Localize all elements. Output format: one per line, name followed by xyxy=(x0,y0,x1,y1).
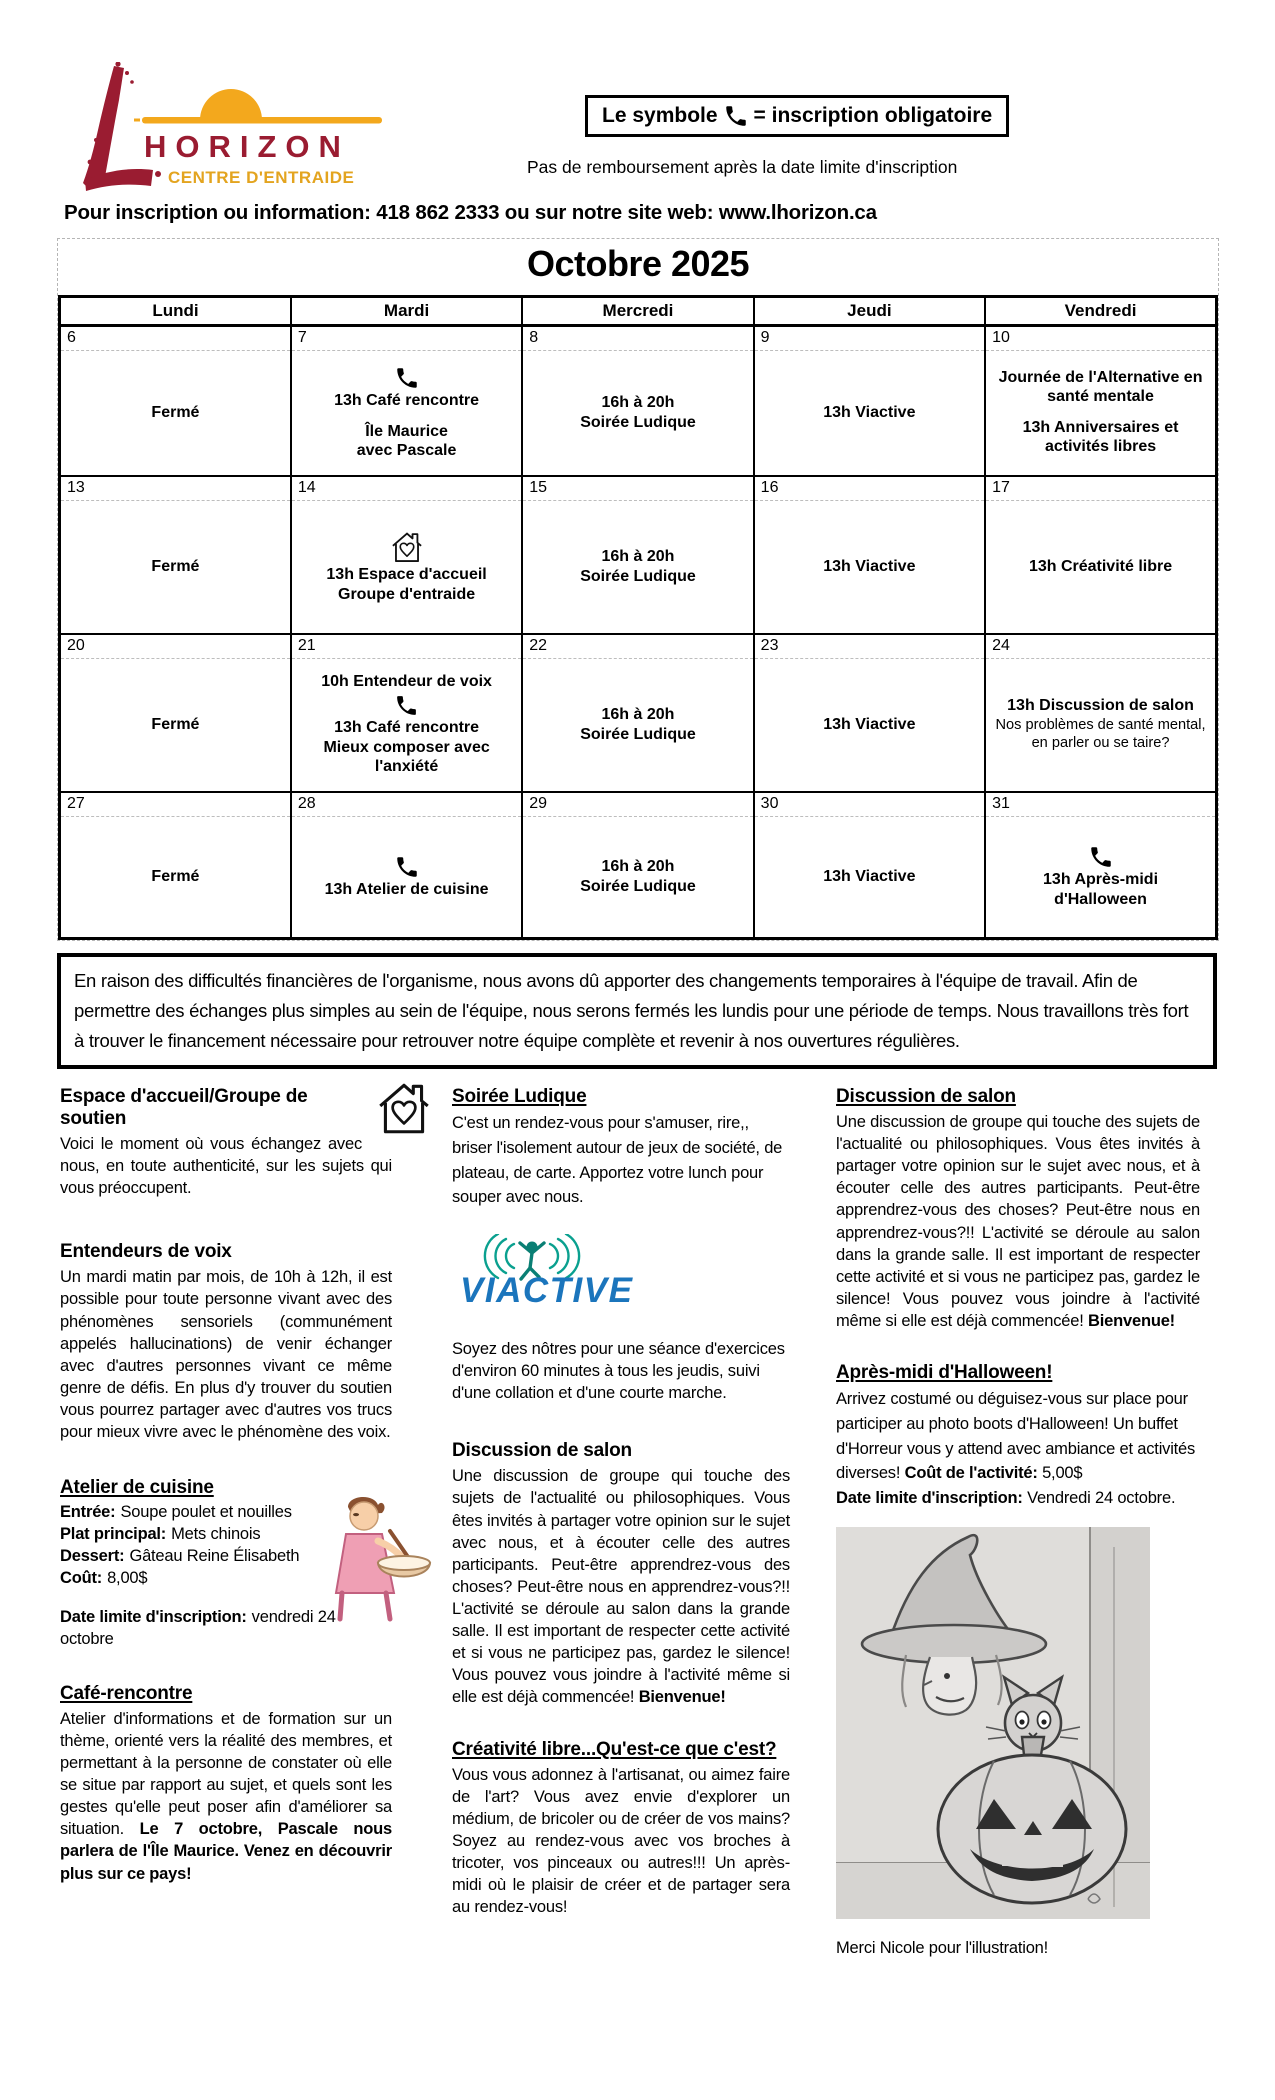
deadline-value: Vendredi 24 octobre. xyxy=(1027,1489,1176,1508)
section-title: Discussion de salon xyxy=(452,1440,632,1462)
illustration-credit: Merci Nicole pour l'illustration! xyxy=(836,1938,1049,1957)
date-number: 31 xyxy=(986,793,1215,817)
section-body: Un mardi matin par mois, de 10h à 12h, il est possible pour toute personne vivant avec des phénomènes sensoriels (communément appelés hallucinations) de venir échanger avec d'autres personnes vivant ce même genre de défis. En plus d'y trouver du soutien vous pourrez partager avec d'autres vos trucs pour mieux vivre avec le phénomène des voix. xyxy=(60,1268,392,1442)
symbol-legend-prefix: Le symbole xyxy=(602,104,718,127)
event-text: d'Halloween xyxy=(1054,891,1147,908)
cal-cell-20 xyxy=(60,634,291,792)
cal-cell-9 xyxy=(754,326,985,477)
cal-cell-13 xyxy=(60,476,291,634)
date-number: 7 xyxy=(292,327,521,351)
event-text: 13h Café rencontre xyxy=(334,719,480,737)
event-text: Fermé xyxy=(151,557,200,575)
week-row-1 xyxy=(60,326,1217,477)
calendar xyxy=(57,238,1219,941)
cal-cell-21 xyxy=(291,634,522,792)
cal-cell-8 xyxy=(522,326,753,477)
event-text: Fermé xyxy=(151,715,200,733)
section-title: Créativité libre...Qu'est-ce que c'est? xyxy=(452,1738,777,1760)
section-body: Voici le moment où vous échangez avec nous, en toute authenticité, sur les sujets qui vous préoccupent. xyxy=(60,1135,392,1198)
event-text: avec Pascale xyxy=(356,442,457,460)
date-number: 27 xyxy=(61,793,290,817)
date-number: 9 xyxy=(755,327,984,351)
date-number: 23 xyxy=(755,635,984,659)
section-entendeurs-de-voix xyxy=(60,1241,392,1443)
section-title: Entendeurs de voix xyxy=(60,1241,232,1263)
cal-cell-15 xyxy=(522,476,753,634)
event-text: 16h à 20h xyxy=(601,857,675,875)
cal-cell-14 xyxy=(291,476,522,634)
section-body: Vous vous adonnez à l'artisanat, ou aimez faire de l'art? Vous avez envie d'explorer un médium, de bricoler ou de créer de vos mains? Soyez au rendez-vous avec vos broches à tricoter, vos pinceaux ou autres!!! Un après-midi où le plaisir de créer et de partager sera au rendez-vous! xyxy=(452,1765,790,1917)
section-body-bold: Le 7 octobre, Pascale nous parlera de l'Île Maurice. Venez en découvrir plus sur ce pays! xyxy=(60,1820,392,1883)
section-title: Discussion de salon xyxy=(836,1086,1016,1107)
section-title: Espace d'accueil/Groupe de soutien xyxy=(60,1086,308,1129)
section-title: Soirée Ludique xyxy=(452,1086,587,1107)
day-header-jeudi: Jeudi xyxy=(754,297,985,326)
event-text: Journée de l'Alternative en santé mentale xyxy=(998,369,1203,406)
date-number: 21 xyxy=(292,635,521,659)
phone-icon xyxy=(394,365,420,391)
section-soiree-ludique xyxy=(452,1086,790,1210)
date-number: 14 xyxy=(292,477,521,501)
date-number: 6 xyxy=(61,327,290,351)
cal-cell-28 xyxy=(291,792,522,939)
cal-cell-16 xyxy=(754,476,985,634)
week-row-3 xyxy=(60,634,1217,792)
date-number: 28 xyxy=(292,793,521,817)
event-text: Soirée Ludique xyxy=(580,413,696,431)
event-text: 16h à 20h xyxy=(601,705,675,723)
event-text: Fermé xyxy=(151,867,200,885)
section-creativite-libre xyxy=(452,1739,790,1919)
date-number: 24 xyxy=(986,635,1215,659)
viactive-description: Soyez des nôtres pour une séance d'exercices d'environ 60 minutes à tous les jeudis, suivi d'une collation et d'une courte marche. xyxy=(452,1340,785,1403)
date-number: 13 xyxy=(61,477,290,501)
section-cafe-rencontre xyxy=(60,1683,392,1885)
phone-icon xyxy=(394,693,419,718)
date-number: 22 xyxy=(523,635,752,659)
event-text: Île Maurice xyxy=(365,422,448,440)
calendar-table xyxy=(58,295,1218,940)
menu-item: Plat principal: Mets chinois xyxy=(60,1524,261,1543)
event-text: Soirée Ludique xyxy=(580,567,696,585)
section-body: C'est un rendez-vous pour s'amuser, rire,, briser l'isolement autour de jeux de société, de plateau, de carte. Apportez votre lunch pour souper avec nous. xyxy=(452,1114,783,1207)
section-apres-midi-halloween xyxy=(836,1362,1200,1511)
date-number: 15 xyxy=(523,477,752,501)
cal-cell-31 xyxy=(985,792,1216,939)
event-text: Mieux composer avec l'anxiété xyxy=(323,739,490,775)
section-body: Une discussion de groupe qui touche des sujets de l'actualité ou philosophiques. Vous êtes invités à partager votre opinion sur le sujet avec nous, et à écouter celle des autres participants. Peut-être apprendrez-vous des choses? Peut-être nous en apprendrez-vous?!! L'activité se déroule au salon dans la grande salle. Il est important de respecter cette activité et si vous ne participez pas, gardez le silence! Vous pouvez vous joindre à l'activité même si elle est déjà commencée! xyxy=(452,1467,790,1707)
event-text: 13h Viactive xyxy=(823,715,916,733)
logo-title: HORIZON xyxy=(144,129,350,164)
section-discussion-de-salon xyxy=(452,1440,790,1708)
cal-cell-7 xyxy=(291,326,522,477)
cal-cell-23 xyxy=(754,634,985,792)
contact-line: Pour inscription ou information: 418 862 2333 ou sur notre site web: www.lhorizon.ca xyxy=(64,201,877,224)
cost-label: Coût de l'activité: xyxy=(904,1464,1038,1483)
section-body: Atelier d'informations et de formation sur un thème, orienté vers la réalité des membres, et permettant à la personne de constater où elle se situe par rapport au sujet, et quels sont les gestes qu'elle peut poser afin d'améliorer sa situation. xyxy=(60,1709,392,1839)
cal-cell-27 xyxy=(60,792,291,939)
cal-cell-30 xyxy=(754,792,985,939)
menu-item: Coût: 8,00$ xyxy=(60,1568,148,1587)
info-columns xyxy=(60,1086,1200,1974)
section-espace-accueil xyxy=(60,1086,392,1199)
event-text: 13h Viactive xyxy=(823,867,916,885)
column-right xyxy=(836,1086,1200,1974)
cook-illustration xyxy=(326,1489,434,1629)
menu-item: Entrée: Soupe poulet et nouilles xyxy=(60,1503,292,1522)
date-number: 8 xyxy=(523,327,752,351)
event-text: 16h à 20h xyxy=(601,547,675,565)
date-number: 17 xyxy=(986,477,1215,501)
event-text: Fermé xyxy=(151,403,200,421)
phone-icon xyxy=(1088,844,1114,870)
section-discussion-de-salon xyxy=(836,1086,1200,1332)
day-header-mardi: Mardi xyxy=(291,297,522,326)
day-header-mercredi: Mercredi xyxy=(522,297,753,326)
day-header-row xyxy=(60,297,1217,326)
cal-cell-17 xyxy=(985,476,1216,634)
closure-notice-box xyxy=(57,953,1217,1069)
event-text: 13h Anniversaires et activités libres xyxy=(1022,419,1179,455)
section-title: Atelier de cuisine xyxy=(60,1477,214,1499)
week-row-2 xyxy=(60,476,1217,634)
phone-icon xyxy=(723,103,749,129)
event-text: Soirée Ludique xyxy=(580,725,696,743)
house-heart-icon xyxy=(388,529,426,565)
event-subtext: Nos problèmes de santé mental, en parler ou se taire? xyxy=(995,717,1206,751)
section-body-bold: Bienvenue! xyxy=(1088,1311,1175,1330)
section-title: Café-rencontre xyxy=(60,1682,193,1704)
cal-cell-22 xyxy=(522,634,753,792)
logo-subtitle: CENTRE D'ENTRAIDE xyxy=(168,168,355,187)
event-text: 13h Discussion de salon xyxy=(1007,697,1194,715)
cost-value: 5,00$ xyxy=(1042,1464,1083,1483)
closure-notice-text: En raison des difficultés financières de l'organisme, nous avons dû apporter des changements temporaires à l'équipe de travail. Afin de permettre des échanges plus simples au sein de l'équipe, nous serons fermés les lundis pour une période de temps. Nous travaillons très fort à trouver le financement nécessaire pour retrouver notre équipe complète et revenir à nos ouvertures régulières. xyxy=(74,970,1189,1051)
event-text: Soirée Ludique xyxy=(580,877,696,895)
menu-item: Dessert: Gâteau Reine Élisabeth xyxy=(60,1546,300,1565)
event-text: 13h Viactive xyxy=(823,403,916,421)
week-row-4 xyxy=(60,792,1217,939)
cal-cell-10 xyxy=(985,326,1216,477)
event-text: 13h Après-midi xyxy=(1043,871,1159,889)
symbol-legend-suffix: = inscription obligatoire xyxy=(753,104,993,127)
section-body: Arrivez costumé ou déguisez-vous sur place pour participer au photo boots d'Halloween! Un buffet d'Horreur vous y attend avec ambiance et activités diverses! xyxy=(836,1390,1196,1483)
section-atelier-de-cuisine xyxy=(60,1477,392,1651)
event-text: 13h Café rencontre xyxy=(334,391,480,409)
symbol-legend-box xyxy=(585,95,1009,137)
house-heart-icon xyxy=(372,1078,436,1138)
no-refund-note: Pas de remboursement après la date limite d'inscription xyxy=(527,157,958,177)
event-text: 13h Espace d'accueil xyxy=(326,566,487,584)
deadline-line: Date limite d'inscription: vendredi 24 octobre xyxy=(60,1608,336,1649)
event-text: 10h Entendeur de voix xyxy=(321,673,492,691)
event-text: 13h Viactive xyxy=(823,557,916,575)
viactive-logo xyxy=(458,1234,790,1312)
cal-cell-6 xyxy=(60,326,291,477)
event-text: 16h à 20h xyxy=(601,393,675,411)
date-number: 30 xyxy=(755,793,984,817)
date-number: 10 xyxy=(986,327,1215,351)
date-number: 29 xyxy=(523,793,752,817)
phone-icon xyxy=(394,854,420,880)
cal-cell-29 xyxy=(522,792,753,939)
viactive-wordmark: VIACTIVE xyxy=(460,1271,634,1310)
calendar-month-title: Octobre 2025 xyxy=(526,243,750,284)
event-text: 13h Atelier de cuisine xyxy=(324,881,489,899)
halloween-illustration xyxy=(836,1527,1200,1919)
section-body-bold: Bienvenue! xyxy=(638,1688,726,1707)
cal-cell-24 xyxy=(985,634,1216,792)
day-header-vendredi: Vendredi xyxy=(985,297,1216,326)
section-title: Après-midi d'Halloween! xyxy=(836,1362,1053,1384)
lhorizon-logo-graphic xyxy=(70,62,400,194)
column-middle xyxy=(452,1086,790,1918)
lhorizon-logo xyxy=(70,62,400,194)
event-text: Groupe d'entraide xyxy=(338,586,476,603)
column-left xyxy=(60,1086,392,1885)
date-number: 16 xyxy=(755,477,984,501)
section-body: Une discussion de groupe qui touche des sujets de l'actualité ou philosophiques. Vous êtes invités à partager votre opinion sur le sujet avec nous, et à écouter celle des autres participants. Peut-être apprendrez-vous des choses? Peut-être nous en apprendrez-vous?!! L'activité se déroule au salon dans la grande salle. Il est important de respecter cette activité et si vous ne participez pas, gardez le silence! Vous pouvez vous joindre à l'activité même si elle est déjà commencée! xyxy=(836,1113,1200,1330)
deadline-label: Date limite d'inscription: xyxy=(836,1489,1023,1508)
event-text: 13h Créativité libre xyxy=(1028,557,1173,575)
date-number: 20 xyxy=(61,635,290,659)
day-header-lundi: Lundi xyxy=(60,297,291,326)
